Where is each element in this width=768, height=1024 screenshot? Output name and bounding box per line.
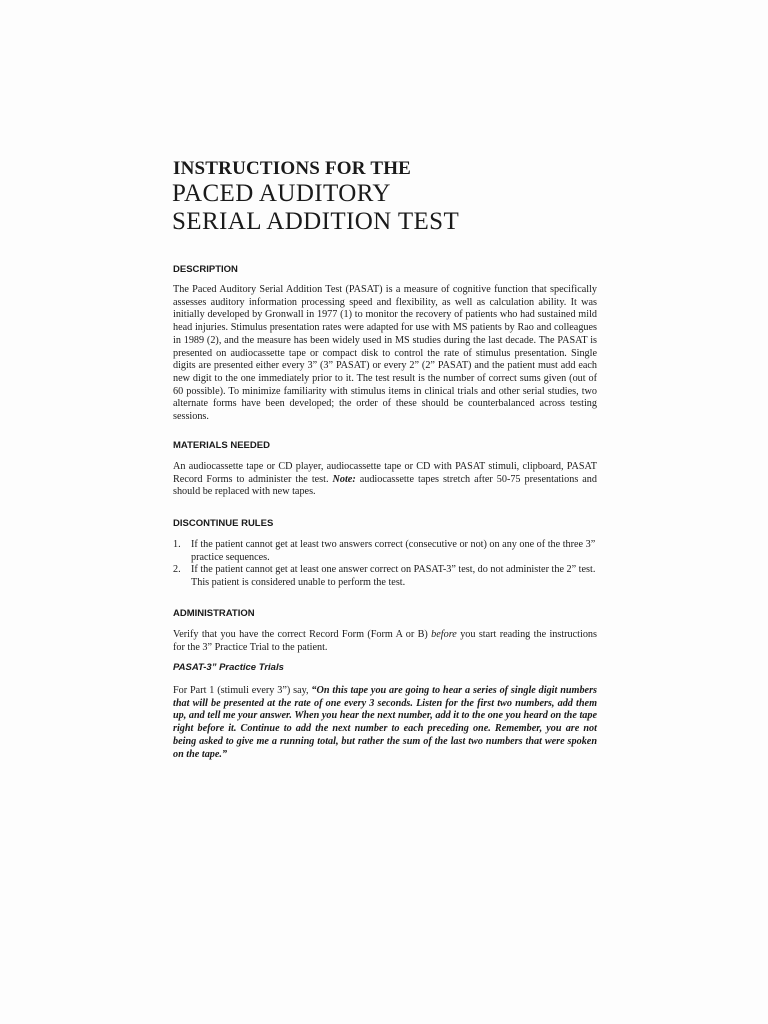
practice-quote: “On this tape you are going to hear a series of single digit numbers that will be presented at the rate of one every 3 seconds. Listen for the first two numbers, add them up, and tell me your answer. When you hear the next number, add it to the one you heard on the tape right before it. Continue to add the next number to each preceding one. Remember, you are not being asked to give me a running total, but rather the sum of the last two numbers that were spoken on the tape.”: [173, 685, 597, 760]
section-title-discontinue: DISCONTINUE RULES: [173, 518, 274, 529]
list-number: 1.: [173, 539, 181, 550]
list-number: 2.: [173, 564, 181, 575]
title-line-1: PACED AUDITORY: [172, 180, 391, 207]
list-text: If the patient cannot get at least two answers correct (consecutive or not) on any one of the three 3” practice sequences.: [191, 539, 596, 563]
administration-before-word: before: [431, 629, 457, 640]
administration-paragraph: [173, 629, 597, 654]
section-title-administration: ADMINISTRATION: [173, 608, 255, 619]
list-text: If the patient cannot get at least one answer correct on PASAT-3” test, do not administer the 2” test. This patient is considered unable to perform the test.: [191, 564, 596, 588]
description-paragraph: The Paced Auditory Serial Addition Test (PASAT) is a measure of cognitive function that specifically assesses auditory information processing speed and flexibility, as well as calculation ability. It was initially developed by Gronwall in 1977 (1) to monitor the recovery of patients who had sustained mild head injuries. Stimulus presentation rates were adapted for use with MS patients by Rao and colleagues in 1989 (2), and the measure has been widely used in MS studies during the last decade. The PASAT is presented on audiocassette tape or compact disk to control the rate of stimulus presentation. Single digits are presented either every 3” (3” PASAT) or every 2” (2” PASAT) and the patient must add each new digit to the one immediately prior to it. The test result is the number of correct sums given (out of 60 possible). To minimize familiarity with stimulus items in clinical trials and other serial studies, two alternate forms have been developed; the order of these should be counterbalanced across testing sessions.: [173, 284, 597, 423]
practice-paragraph: [173, 685, 597, 761]
section-title-materials: MATERIALS NEEDED: [173, 440, 270, 451]
discontinue-rule-1: [173, 539, 597, 564]
administration-text-before: Verify that you have the correct Record Form (Form A or B): [173, 629, 432, 640]
heading-instructions-for-the: INSTRUCTIONS FOR THE: [173, 158, 412, 179]
materials-text-after: audiocassette tapes stretch after 50-75 presentations and should be replaced with new tapes.: [173, 473, 597, 498]
materials-text-before: An audiocassette tape or CD player, audiocassette tape or CD with PASAT stimuli, clipboard, PASAT Record Forms to administer the test.: [173, 461, 597, 485]
subsection-title-practice-trials: PASAT-3” Practice Trials: [173, 662, 284, 673]
materials-note-label: Note:: [332, 473, 356, 485]
administration-text-after: you start reading the instructions for the 3” Practice Trial to the patient.: [173, 629, 597, 653]
title-line-2: SERIAL ADDITION TEST: [172, 208, 460, 235]
section-title-description: DESCRIPTION: [173, 264, 238, 275]
materials-paragraph: [173, 461, 597, 499]
discontinue-rule-2: [173, 564, 597, 589]
practice-intro: For Part 1 (stimuli every 3”) say,: [173, 685, 312, 696]
